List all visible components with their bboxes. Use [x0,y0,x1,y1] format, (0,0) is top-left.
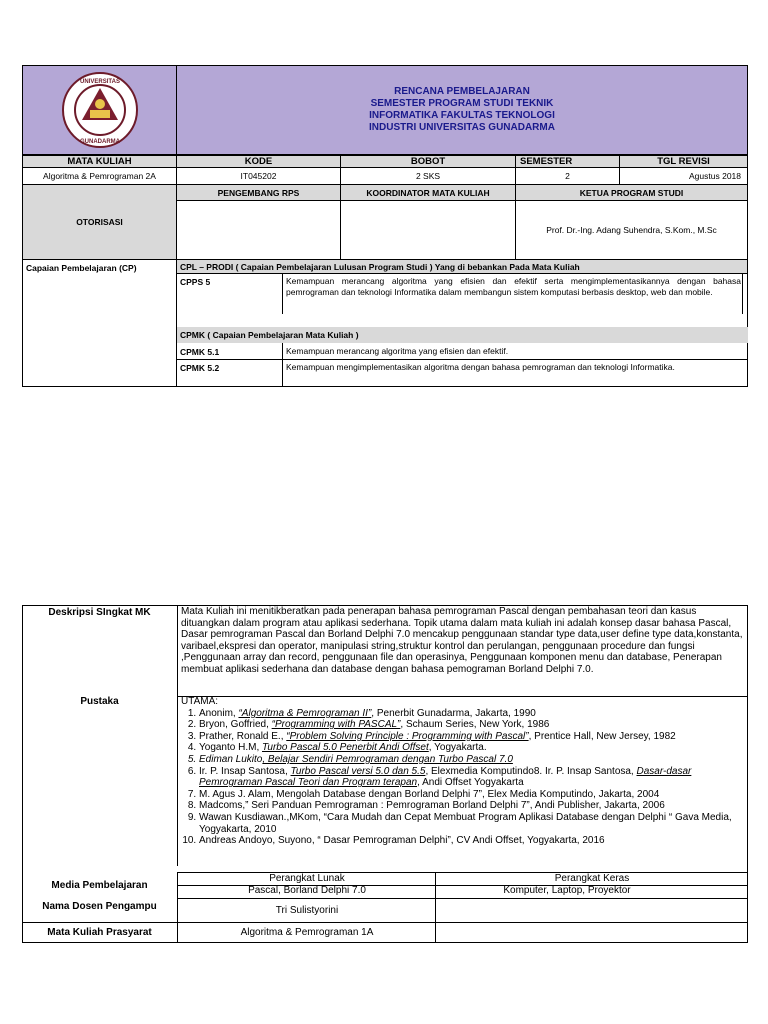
pustaka-item: 7. M. Agus J. Alam, Mengolah Database dengan Borland Delphi 7”, Elex Media Komputindo, Jakarta, 2004 [199,789,745,801]
pustaka-label: Pustaka [80,696,119,707]
ketua-prodi-name: Prof. Dr.-Ing. Adang Suhendra, S.Kom., M.Sc [515,200,748,260]
value-kode: IT045202 [176,167,341,185]
dosen-value: Tri Sulistyorini [177,898,436,923]
pustaka-item: 1. Anonim, “Algoritma & Pemrograman II”, Penerbit Gunadarma, Jakarta, 1990 [199,708,745,720]
pustaka-cell [177,696,748,866]
perangkat-keras-value: Komputer, Laptop, Proyektor [435,885,748,899]
university-logo [60,70,140,150]
header-kode: KODE [176,155,341,168]
cpl-header: CPL – PRODI ( Capaian Pembelajaran Lulusan Program Studi ) Yang di bebankan Pada Mata Kuliah [176,259,748,274]
header-mata-kuliah: MATA KULIAH [22,155,177,168]
cpmk-5-1-text: Kemampuan merancang algoritma yang efisien dan efektif. [282,343,748,360]
pustaka-list [181,708,745,847]
pustaka-item: 6. Ir. P. Insap Santosa, Turbo Pascal versi 5.0 dan 5.5, Elexmedia Komputindo8. Ir. P. Insap Santosa, Dasar-dasar Pemrograman Pascal Teori dan Program terapan, Andi Offset Yogyakarta [199,766,745,789]
cpmk-5-1-code: CPMK 5.1 [180,346,220,357]
pustaka-heading: UTAMA: [181,696,219,707]
title-line-3: INFORMATIKA FAKULTAS TEKNOLOGI [369,110,555,121]
header-semester: SEMESTER [515,155,620,168]
logo-text-bottom: GUNADARMA [79,139,120,145]
logo-text-top: UNIVERSITAS [79,79,120,85]
cpps-code: CPPS 5 [180,277,211,287]
deskripsi-label: Deskripsi SIngkat MK [48,607,151,618]
title-line-4: INDUSTRI UNIVERSITAS GUNADARMA [369,122,555,133]
pustaka-item: 3. Prather, Ronald E., “Problem Solving Principle : Programming with Pascal”, Prentice Hall, New Jersey, 1982 [199,731,745,743]
otorisasi-label: OTORISASI [22,184,177,260]
prasyarat-value: Algoritma & Pemrograman 1A [177,922,436,943]
header-koordinator: KOORDINATOR MATA KULIAH [340,184,516,201]
logo-cell [22,65,177,155]
pustaka-item: 9. Wawan Kusdiawan.,MKom, “Cara Mudah dan Cepat Membuat Program Aplikasi Database dengan Delphi “ Gava Media, Yogyakarta, 2010 [199,812,745,835]
deskripsi-text: Mata Kuliah ini menitikberatkan pada penerapan bahasa pemrograman Pascal dengan pembahasan teori dan kasus dituangkan dalam program atau aplikasi sederhana. Topik utama dalam mata kuliah ini adalah konsep dasar bahasa Pascal, Dasar pemrograman Pascal dan Borland Delphi 7.0 mencakup penggunaan standar type data,user define type data,konstanta, varibael,ekspresi dan operator, manipulasi string,struktur kontrol dan perulangan, penggunaan procedure dan fungsi ,Penggunaan array dan record, penggunaan file dan operasinya, Penggunaan komponen menu dan database, Penerapan membuat aplikasi sederhana dan database dengan bahasa pemograman Borland Delphi 7.0. [177,605,748,697]
cpmk-5-2-code: CPMK 5.2 [180,363,220,373]
pustaka-item: 5. Ediman Lukito, Belajar Sendiri Pemrograman dengan Turbo Pascal 7.0 [199,754,745,766]
perangkat-keras-header: Perangkat Keras [435,872,748,886]
value-semester: 2 [515,167,620,185]
header-pengembang-rps: PENGEMBANG RPS [176,184,341,201]
pengembang-rps-signature [176,200,341,260]
dosen-row-divider [22,922,177,923]
media-label: Media Pembelajaran [51,880,148,891]
cpmk-5-2-text: Kemampuan mengimplementasikan algoritma dengan bahasa pemrograman dan teknologi Informatika. [282,360,748,387]
header-bobot: BOBOT [340,155,516,168]
pustaka-item: 4. Yoganto H.M, Turbo Pascal 5.0 Penerbit Andi Offset, Yogyakarta. [199,742,745,754]
value-bobot: 2 SKS [340,167,516,185]
cpmk-header: CPMK ( Capaian Pembelajaran Mata Kuliah ) [177,327,748,343]
cp-label: Capaian Pembelajaran (CP) [22,259,177,387]
value-tgl-revisi: Agustus 2018 [619,167,748,185]
perangkat-lunak-value: Pascal, Borland Delphi 7.0 [177,885,436,899]
pustaka-item: 2. Bryon, Goffried, “Programming with PASCAL”, Schaum Series, New York, 1986 [199,719,745,731]
prasyarat-empty-cell [435,922,748,943]
title-cell [176,65,748,155]
dosen-label: Nama Dosen Pengampu [42,901,157,912]
cpps-right-border [742,274,743,314]
header-tgl-revisi: TGL REVISI [619,155,748,168]
pustaka-item: 8. Madcoms,” Seri Panduan Pemrograman : Pemrograman Borland Delphi 7”, Andi Publisher, Jakarta, 2006 [199,800,745,812]
pustaka-item: 10. Andreas Andoyo, Suyono, “ Dasar Pemrograman Delphi”, CV Andi Offset, Yogyakarta, 2016 [199,835,745,847]
perangkat-lunak-header: Perangkat Lunak [177,872,436,886]
cpmk-row-divider [177,359,282,360]
header-ketua-prodi: KETUA PROGRAM STUDI [515,184,748,201]
prasyarat-label: Mata Kuliah Prasyarat [47,927,152,938]
cpps-text: Kemampuan merancang algoritma yang efisien dan efektif serta mengimplementasikannya dengan bahasa pemrograman dan teknologi Informatika dalam membangun sistem komputasi berbasis desktop, web dan mobile. [282,274,744,314]
value-mata-kuliah: Algoritma & Pemrograman 2A [22,167,177,185]
title-line-1: RENCANA PEMBELAJARAN [394,86,530,97]
dosen-empty-cell [435,898,748,923]
koordinator-signature [340,200,516,260]
title-line-2: SEMESTER PROGRAM STUDI TEKNIK [370,98,554,109]
